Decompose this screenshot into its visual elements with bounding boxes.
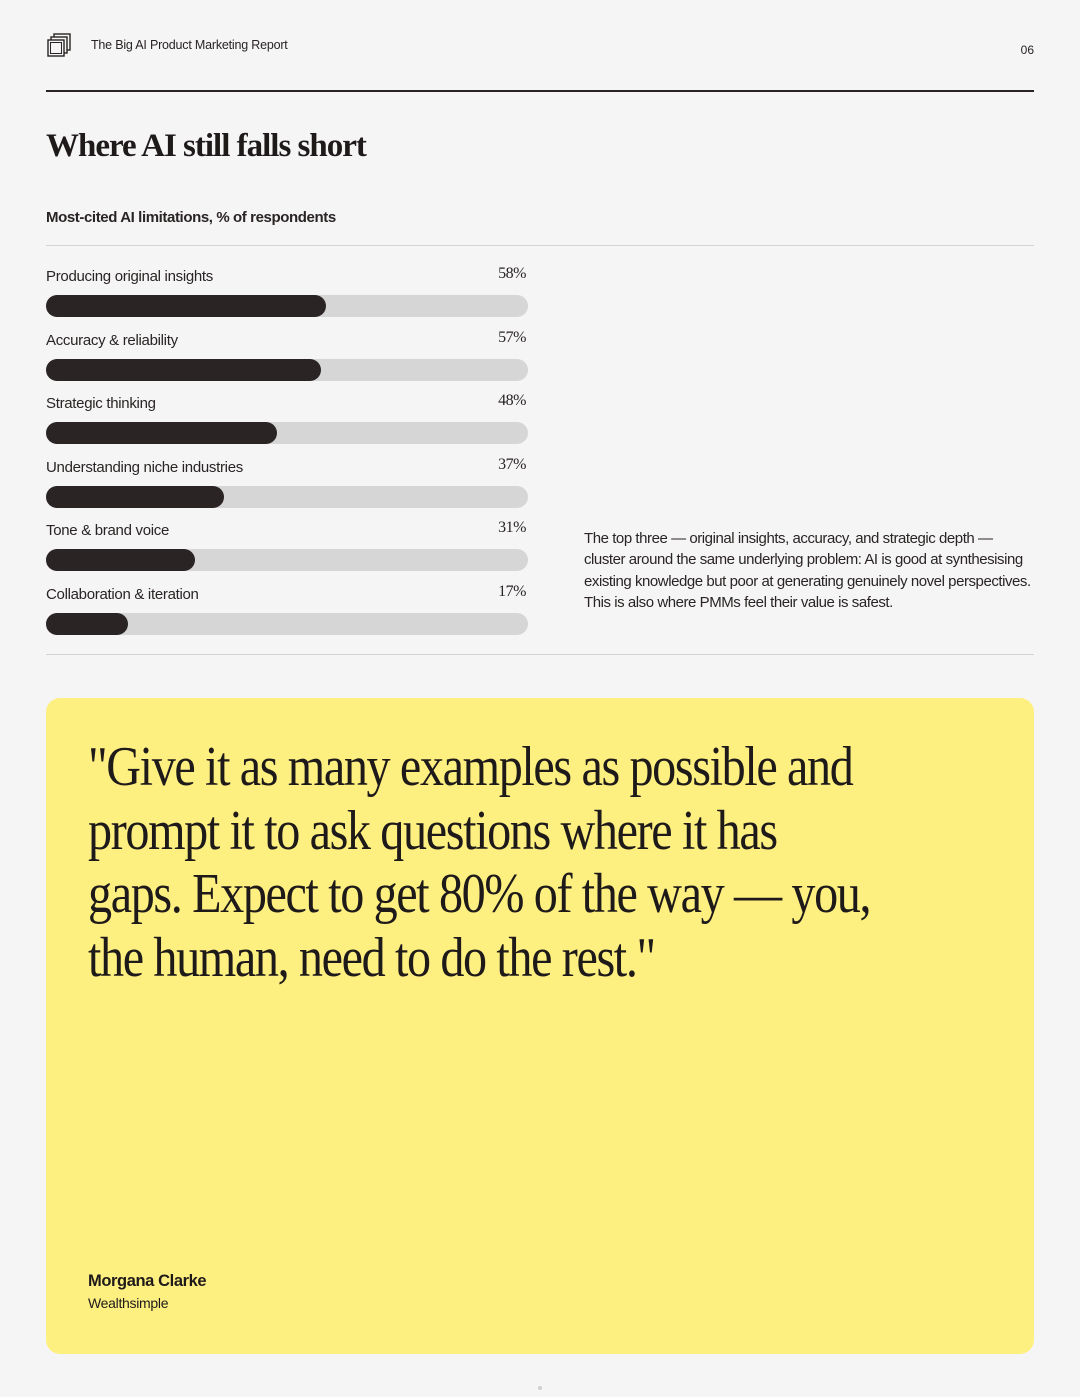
bar-label: Accuracy & reliability: [46, 331, 178, 349]
bar-label: Strategic thinking: [46, 395, 156, 413]
bar-track: [46, 359, 528, 381]
bar-track: [46, 486, 528, 508]
bar-row: [46, 262, 528, 322]
bar-value-label: 57%: [498, 328, 526, 346]
bar-row: [46, 516, 528, 576]
bar-label: Understanding niche industries: [46, 458, 243, 476]
chart-title: Most-cited AI limitations, % of respondents: [46, 209, 336, 226]
bar-track: [46, 295, 528, 317]
bar-track: [46, 613, 528, 635]
bar-row: [46, 326, 528, 386]
page-number: 06: [1020, 43, 1034, 57]
bar-fill: [46, 295, 326, 317]
bar-fill: [46, 359, 321, 381]
insight-paragraph: The top three — original insights, accuracy, and strategic depth — cluster around the same underlying problem: AI is good at synthesising existing knowledge but poor at generating genuinely novel perspectives. This is also where PMMs feel their value is safest.: [584, 530, 1031, 611]
bar-fill: [46, 422, 277, 444]
bar-fill: [46, 486, 224, 508]
bar-value-label: 17%: [498, 583, 526, 600]
bar-track: [46, 422, 528, 444]
bar-value-label: 31%: [498, 519, 526, 537]
quote-text: "Give it as many examples as possible and prompt it to ask questions where it has gaps. Expect to get 80% of the way — you, the human, need to do the rest.": [88, 736, 871, 989]
bar-label: Tone & brand voice: [46, 522, 170, 540]
bar-row: [46, 453, 528, 513]
quote-card: [46, 698, 1034, 1354]
divider-top: [46, 245, 1034, 246]
stacked-pages-icon: [46, 33, 72, 59]
page-header: [46, 30, 1034, 92]
footer-dot: [538, 1386, 542, 1390]
bar-value-label: 58%: [498, 265, 526, 282]
bar-fill: [46, 549, 195, 571]
quote-author-name: Morgana Clarke: [88, 1272, 207, 1290]
bar-value-label: 37%: [498, 455, 526, 473]
section-title: Where AI still falls short: [46, 128, 366, 164]
bar-label: Producing original insights: [46, 268, 214, 285]
bar-track: [46, 549, 528, 571]
bar-row: [46, 389, 528, 449]
bar-value-label: 48%: [498, 392, 526, 410]
divider-bottom: [46, 654, 1034, 655]
bar-label: Collaboration & iteration: [46, 586, 199, 603]
bar-fill: [46, 613, 128, 635]
limitations-bar-chart: [46, 262, 528, 642]
quote-author-company: Wealthsimple: [88, 1295, 169, 1311]
report-title: The Big AI Product Marketing Report: [91, 38, 288, 52]
bar-row: [46, 580, 528, 640]
